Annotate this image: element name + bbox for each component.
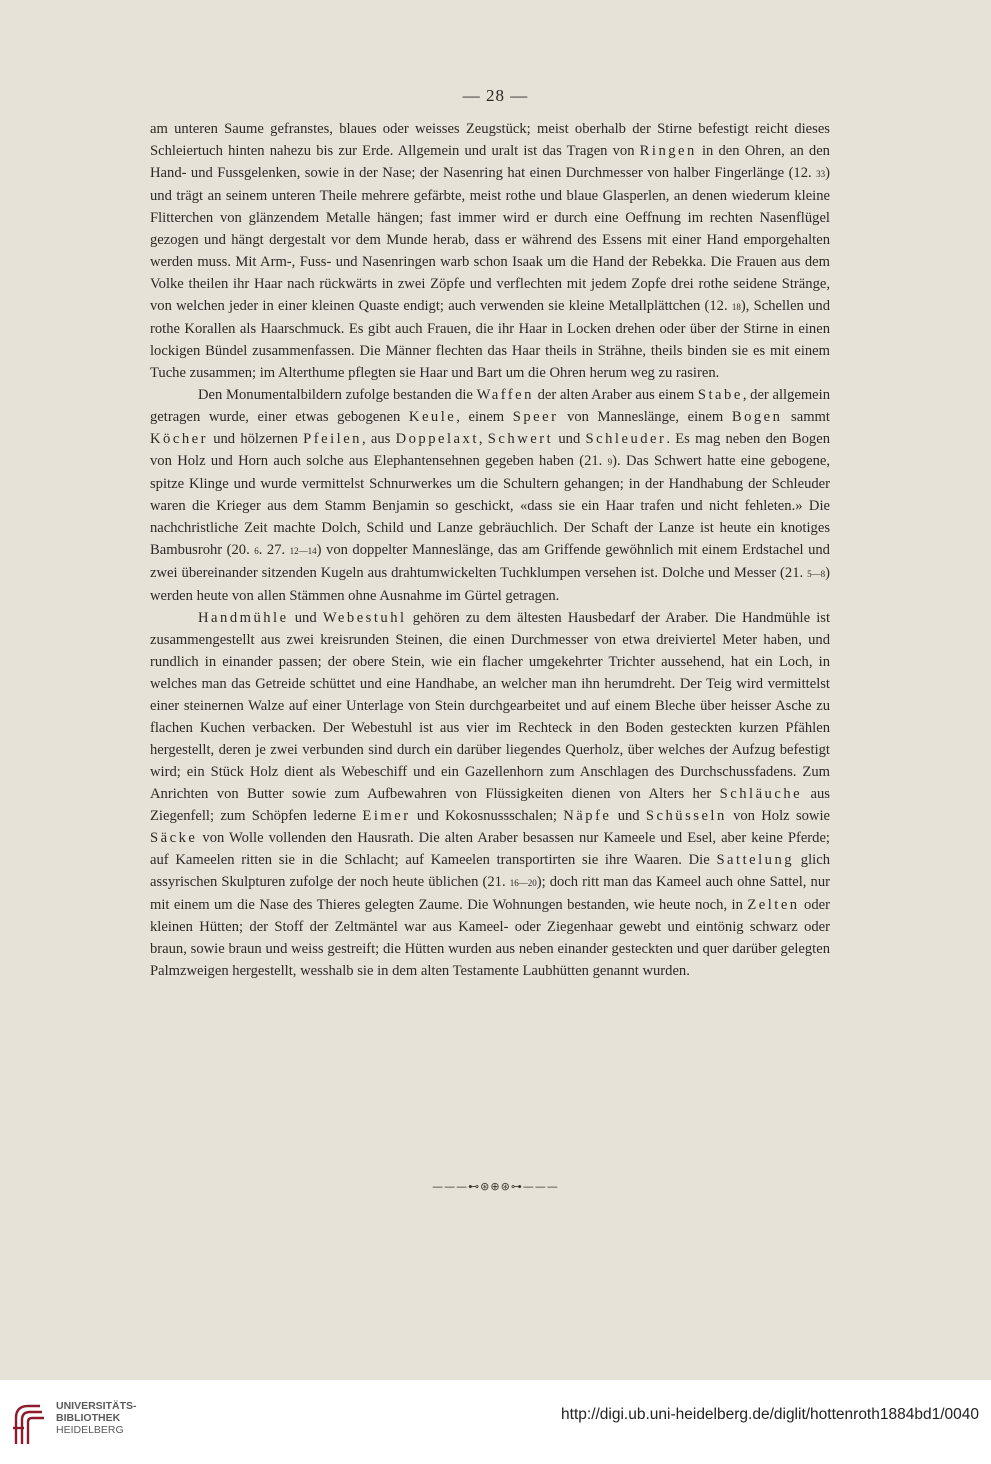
emphasized-term: Zelten	[747, 897, 800, 913]
text-run: von Wolle vollenden den Hausrath. Die alten Araber besassen nur Kameele und Esel, aber keine Pferde; auf Kameelen ritten sie in die Schlacht; auf Kameelen transportirten sie ihre Waaren. Die	[150, 830, 830, 868]
emphasized-term: Näpfe	[563, 808, 612, 824]
ub-heidelberg-logo-icon[interactable]	[10, 1398, 50, 1446]
text-run: in den Ohren, an den Hand- und Fussgelenken, sowie in der Nase; der Nasenring hat einen Durchmesser von halber Fingerlänge (12.	[150, 143, 830, 181]
emphasized-term: Webestuhl	[322, 610, 407, 626]
text-run: und	[553, 431, 586, 447]
text-run: ) von doppelter Manneslänge, das am Griffende gewöhnlich mit einem Erdstachel und zwei übereinander sitzenden Kugeln aus drahtumwickelten Tuchklumpen versehen ist. Dolche und Messer (21.	[150, 542, 830, 581]
closing-ornament: ———⊷⊛⊕⊛⊶———	[432, 1180, 559, 1193]
page-number: — 28 —	[462, 86, 529, 105]
text-run: ), Schellen und rothe Korallen als Haarschmuck. Es gibt auch Frauen, die ihr Haar in Locken drehen oder über der Stirne in einen lockigen Bündel zusammenfassen. Die Männer flechten das Haar theils in Strähne, theils binden sie es mit einem Tuche zusammen; im Alterthume pflegten sie Haar und Bart um die Ohren herum weg zu rasiren.	[150, 298, 830, 381]
text-run: und hölzernen	[207, 431, 304, 447]
paragraph	[150, 607, 830, 982]
text-run: , aus	[361, 431, 396, 447]
text-run: und	[288, 610, 323, 626]
text-run: . Es mag neben den Bogen von Holz und Horn auch solche aus Elephantensehnen gegeben haben (21.	[150, 431, 831, 469]
emphasized-term: Säcke	[150, 830, 198, 846]
emphasized-term: Handmühle	[198, 610, 289, 626]
figure-reference: 18	[731, 302, 741, 312]
text-run: aus Ziegenfell; zum Schöpfen lederne	[150, 786, 830, 824]
text-run: oder kleinen Hütten; der Stoff der Zeltmäntel war aus Kameel- oder Ziegenhaar gewebt und eintönig schwarz oder braun, sowie braun und weiss gestreift; die Hütten wurden aus neben einander gesteckten und quer darüber gelegten Palmzweigen hergestellt, wesshalb sie in dem alten Testamente Laubhütten genannt wurden.	[150, 897, 830, 979]
emphasized-term: Bogen	[731, 409, 783, 425]
figure-reference: 9	[607, 457, 613, 467]
library-name	[56, 1400, 137, 1436]
text-run: der alten Araber aus einem	[533, 387, 698, 403]
library-line-1: UNIVERSITÄTS-	[56, 1400, 137, 1412]
library-line-2: BIBLIOTHEK	[56, 1412, 121, 1424]
text-run: am unteren Saume gefranstes, blaues oder weisses Zeugstück; meist oberhalb der Stirne befestigt reicht dieses Schleiertuch hinten nahezu bis zur Erde. Allgemein und uralt ist das Tragen von	[150, 121, 830, 159]
emphasized-term: Keule	[408, 409, 457, 425]
figure-reference: 5—8	[807, 569, 826, 579]
paragraph	[150, 118, 830, 384]
text-run: sammt	[782, 409, 830, 425]
figure-reference: 16—20	[509, 878, 537, 888]
text-run: Den Monumentalbildern zufolge bestanden die	[198, 387, 477, 403]
text-run: , der allgemein getragen wurde, einer etwas gebogenen	[150, 387, 831, 425]
emphasized-term: Doppelaxt	[395, 431, 479, 447]
text-run: ). Das Schwert hatte eine gebogene, spitze Klinge und wurde vermittelst Schnurwerkes um die Schultern gehangen; in der Handhabung der Schleuder waren die Krieger aus dem Stamm Benjamin so geschickt, «dass sie ein Haar trafen und nicht fehleten.» Die nachchristliche Zeit machte Dolch, Schild und Lanze gebräuchlich. Der Schaft der Lanze ist heute ein knotiges Bambusrohr (20.	[150, 453, 830, 558]
text-run: ,	[478, 431, 488, 447]
emphasized-term: Schleuder	[585, 431, 667, 447]
text-run: glich assyrischen Skulpturen zufolge der noch heute üblichen (21.	[150, 852, 830, 890]
emphasized-term: Waffen	[476, 387, 534, 403]
figure-reference: 12—14	[289, 546, 317, 556]
emphasized-term: Speer	[512, 409, 559, 425]
figure-reference: 6	[254, 546, 259, 556]
emphasized-term: Sattelung	[716, 852, 795, 868]
emphasized-term: Eimer	[362, 808, 411, 824]
text-run: , einem	[456, 409, 513, 425]
text-run: ) und trägt an seinem unteren Theile mehrere gefärbte, meist rothe und blaue Glasperlen, an denen wiederum kleine Flitterchen von glänzendem Metalle hängen; fast immer wird er durch eine Oeffnung im rechten Nasenflügel gezogen und hängt dergestalt vor dem Munde herab, dass er während des Essens mit einer Hand emporgehalten werden muss. Mit Arm-, Fuss- und Nasenringen warb schon Isaak um die Hand der Rebekka. Die Frauen aus dem Volke theilen ihr Haar nach rückwärts in zwei Zöpfe und verflechten mit jedem Zopfe drei rothe seidene Stränge, von welchen jeder in einer kleinen Quaste endigt; auch verwenden sie kleine Metallplättchen (12.	[150, 165, 830, 314]
text-run: ) werden heute von allen Stämmen ohne Ausnahme im Gürtel getragen.	[150, 565, 830, 604]
figure-reference: 33	[816, 169, 826, 179]
body-text	[150, 118, 830, 982]
text-run: von Holz sowie	[726, 808, 830, 824]
text-run: . 27.	[258, 542, 290, 558]
library-line-3: HEIDELBERG	[56, 1424, 124, 1436]
footer-bar	[0, 1380, 991, 1464]
emphasized-term: Schläuche	[719, 786, 803, 802]
emphasized-term: Pfeilen	[303, 431, 362, 447]
text-run: von Manneslänge, einem	[558, 409, 732, 425]
text-run: ); doch ritt man das Kameel auch ohne Sattel, nur mit einem um die Nase des Thieres gelegten Zaume. Die Wohnungen bestanden, wie heute noch, in	[150, 874, 830, 913]
emphasized-term: Ringen	[639, 143, 697, 159]
text-run: und	[611, 808, 646, 824]
text-run: und Kokosnussschalen;	[410, 808, 564, 824]
emphasized-term: Schwert	[487, 431, 554, 447]
paragraph	[150, 384, 830, 607]
source-url-link[interactable]: http://digi.ub.uni-heidelberg.de/diglit/hottenroth1884bd1/0040	[561, 1406, 979, 1423]
emphasized-term: Stabe	[697, 387, 743, 403]
emphasized-term: Köcher	[150, 431, 208, 447]
emphasized-term: Schüsseln	[645, 808, 727, 824]
text-run: gehören zu dem ältesten Hausbedarf der Araber. Die Handmühle ist zusammengestellt aus zwei kreisrunden Steinen, die einen Durchmesser von etwa dreiviertel Meter haben, und rundlich in einander passen; der obere Stein, wie ein flacher umgekehrter Trichter aussehend, hat ein Loch, in welches man das Getreide schüttet und eine Handhabe, an welcher man ihn herumdreht. Der Teig wird vermittelst einer steinernen Walze auf einer Unterlage von Stein durchgearbeitet und auf einem Bleche über heisser Asche zu flachen Kuchen verbacken. Der Webestuhl ist aus vier im Rechteck in den Boden gesteckten kurzen Pfählen hergestellt, deren je zwei verbunden sind durch ein darüber liegendes Querholz, über welches der Aufzug befestigt wird; ein Stück Holz dient als Webeschiff und ein Gazellenhorn zum Anschlagen des Durchschussfadens. Zum Anrichten von Butter sowie zum Aufbewahren von Flüssigkeiten dienen von Alters her	[150, 610, 831, 802]
